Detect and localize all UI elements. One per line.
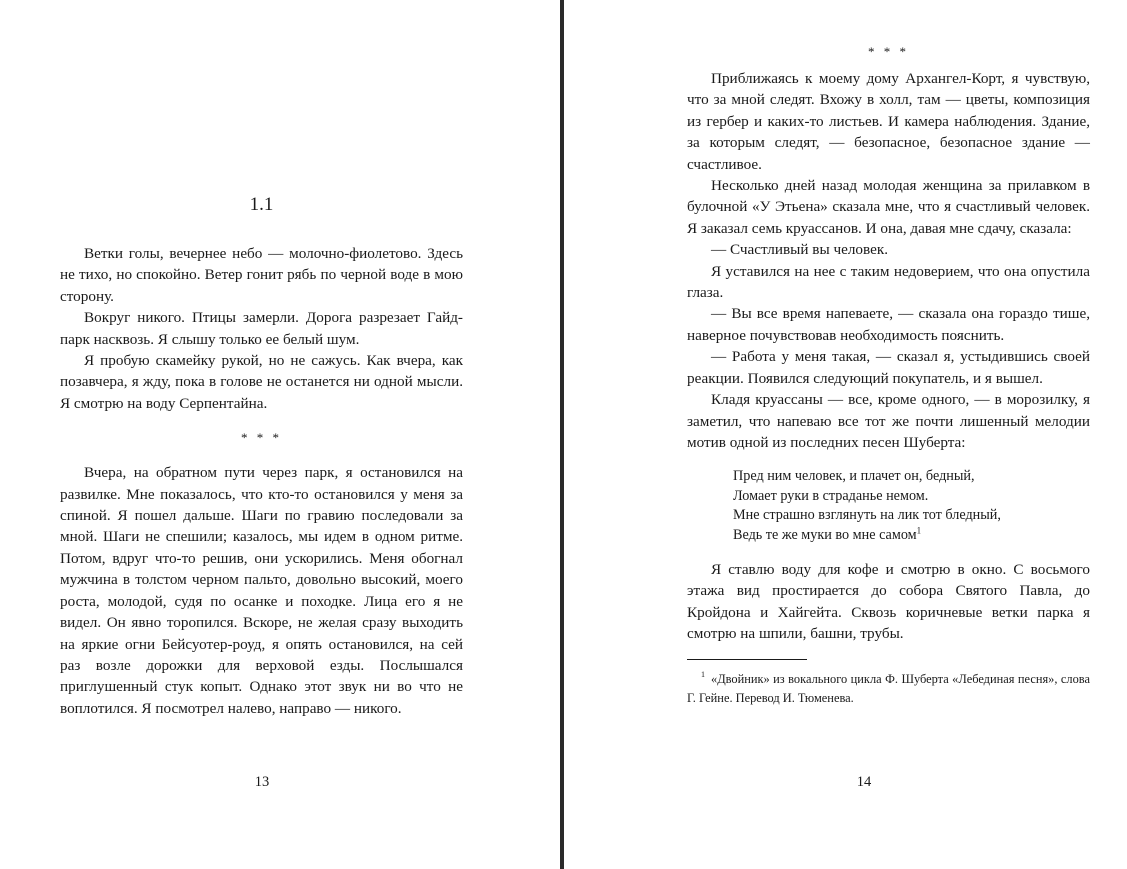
- dialogue-line: — Вы все время напеваете, — сказала она гораздо тише, наверное почувствовав необходимость пояснить.: [687, 305, 1090, 344]
- section-separator: * * *: [868, 44, 909, 59]
- poem-line: Мне страшно взглянуть на лик тот бледный,: [733, 507, 1001, 524]
- book-gutter: [560, 0, 564, 869]
- page-number: 14: [856, 774, 872, 790]
- chapter-heading: 1.1: [249, 194, 274, 215]
- dialogue-line: — Счастливый вы человек.: [711, 241, 889, 259]
- page-number: 13: [254, 774, 270, 790]
- dialogue-line: — Работа у меня такая, — сказал я, устыдившись своей реакции. Появился следующий покупатель, и я вышел.: [687, 348, 1090, 387]
- poem-line-last: [733, 526, 1090, 545]
- poem-line: Ведь те же муки во мне самом: [733, 526, 917, 543]
- footnote-text: «Двойник» из вокального цикла Ф. Шуберта «Лебединая песня», слова Г. Гейне. Перевод И. Тюменева.: [687, 671, 1090, 705]
- poem-quote: [733, 467, 1090, 545]
- paragraph: Вокруг никого. Птицы замерли. Дорога разрезает Гайд-парк насквозь. Я слышу только ее белый шум.: [60, 309, 463, 348]
- left-text-column: [60, 0, 463, 719]
- paragraph: Приближаясь к моему дому Архангел-Корт, я чувствую, что за мной следят. Вхожу в холл, там — цветы, композиция из гербер и каких-то листьев. И камера наблюдения. Здание, за которым следят, — безопасное, безопасное здание — счастливое.: [687, 70, 1090, 173]
- paragraph: Несколько дней назад молодая женщина за прилавком в булочной «У Этьена» сказала мне, что я счастливый человек. Я заказал семь круассанов. И она, давая мне сдачу, сказала:: [687, 177, 1090, 237]
- paragraph: Кладя круассаны — все, кроме одного, — в морозилку, я заметил, что напеваю все тот же почти лишенный мелодии мотив одной из последних песен Шуберта:: [687, 391, 1090, 451]
- paragraph: Я уставился на нее с таким недоверием, что она опустила глаза.: [687, 262, 1090, 302]
- paragraph: Я ставлю воду для кофе и смотрю в окно. С восьмого этажа вид простирается до собора Святого Павла, до Кройдона и Хайгейта. Сквозь коричневые ветки парка я смотрю на шпили, башни, трубы.: [687, 560, 1090, 643]
- poem-line: Ломает руки в страданье немом.: [733, 487, 929, 504]
- footnote: [687, 670, 1090, 708]
- left-page: [0, 0, 560, 869]
- paragraph: Ветки голы, вечернее небо — молочно-фиолетово. Здесь не тихо, но спокойно. Ветер гонит рябь по черной воде в мою сторону.: [60, 245, 463, 305]
- footnote-mark: 1: [701, 670, 705, 680]
- poem-line: Пред ним человек, и плачет он, бедный,: [733, 468, 975, 485]
- right-page: [565, 0, 1127, 869]
- right-text-column: [687, 0, 1090, 708]
- paragraph: Вчера, на обратном пути через парк, я остановился на развилке. Мне показалось, что кто-то остановился у меня за спиной. Я пошел дальше. Шаги по гравию последовали за мной. Шаги не спешили; казалось, мы идем в одном ритме. Потом, вдруг что-то решив, они ускорились. Меня обогнал мужчина в толстом черном пальто, довольно высокий, моего роста, молодой, судя по осанке и походке. Лица его я не видел. Он явно торопился. Вскоре, не желая сразу выходить на яркие огни Бейсуотер-роуд, я опять остановился, на сей раз возле дорожки для верховой езды. Послышался приглушенный стук копыт. Однако этот звук ни во что не воплотился. Я посмотрел налево, направо — никого.: [60, 464, 463, 717]
- footnote-divider: [687, 659, 807, 660]
- section-separator: * * *: [241, 430, 282, 446]
- paragraph: Я пробую скамейку рукой, но не сажусь. Как вчера, как позавчера, я жду, пока в голове не останется ни одной мысли. Я смотрю на воду Серпентайна.: [60, 352, 463, 412]
- footnote-reference: 1: [916, 524, 922, 535]
